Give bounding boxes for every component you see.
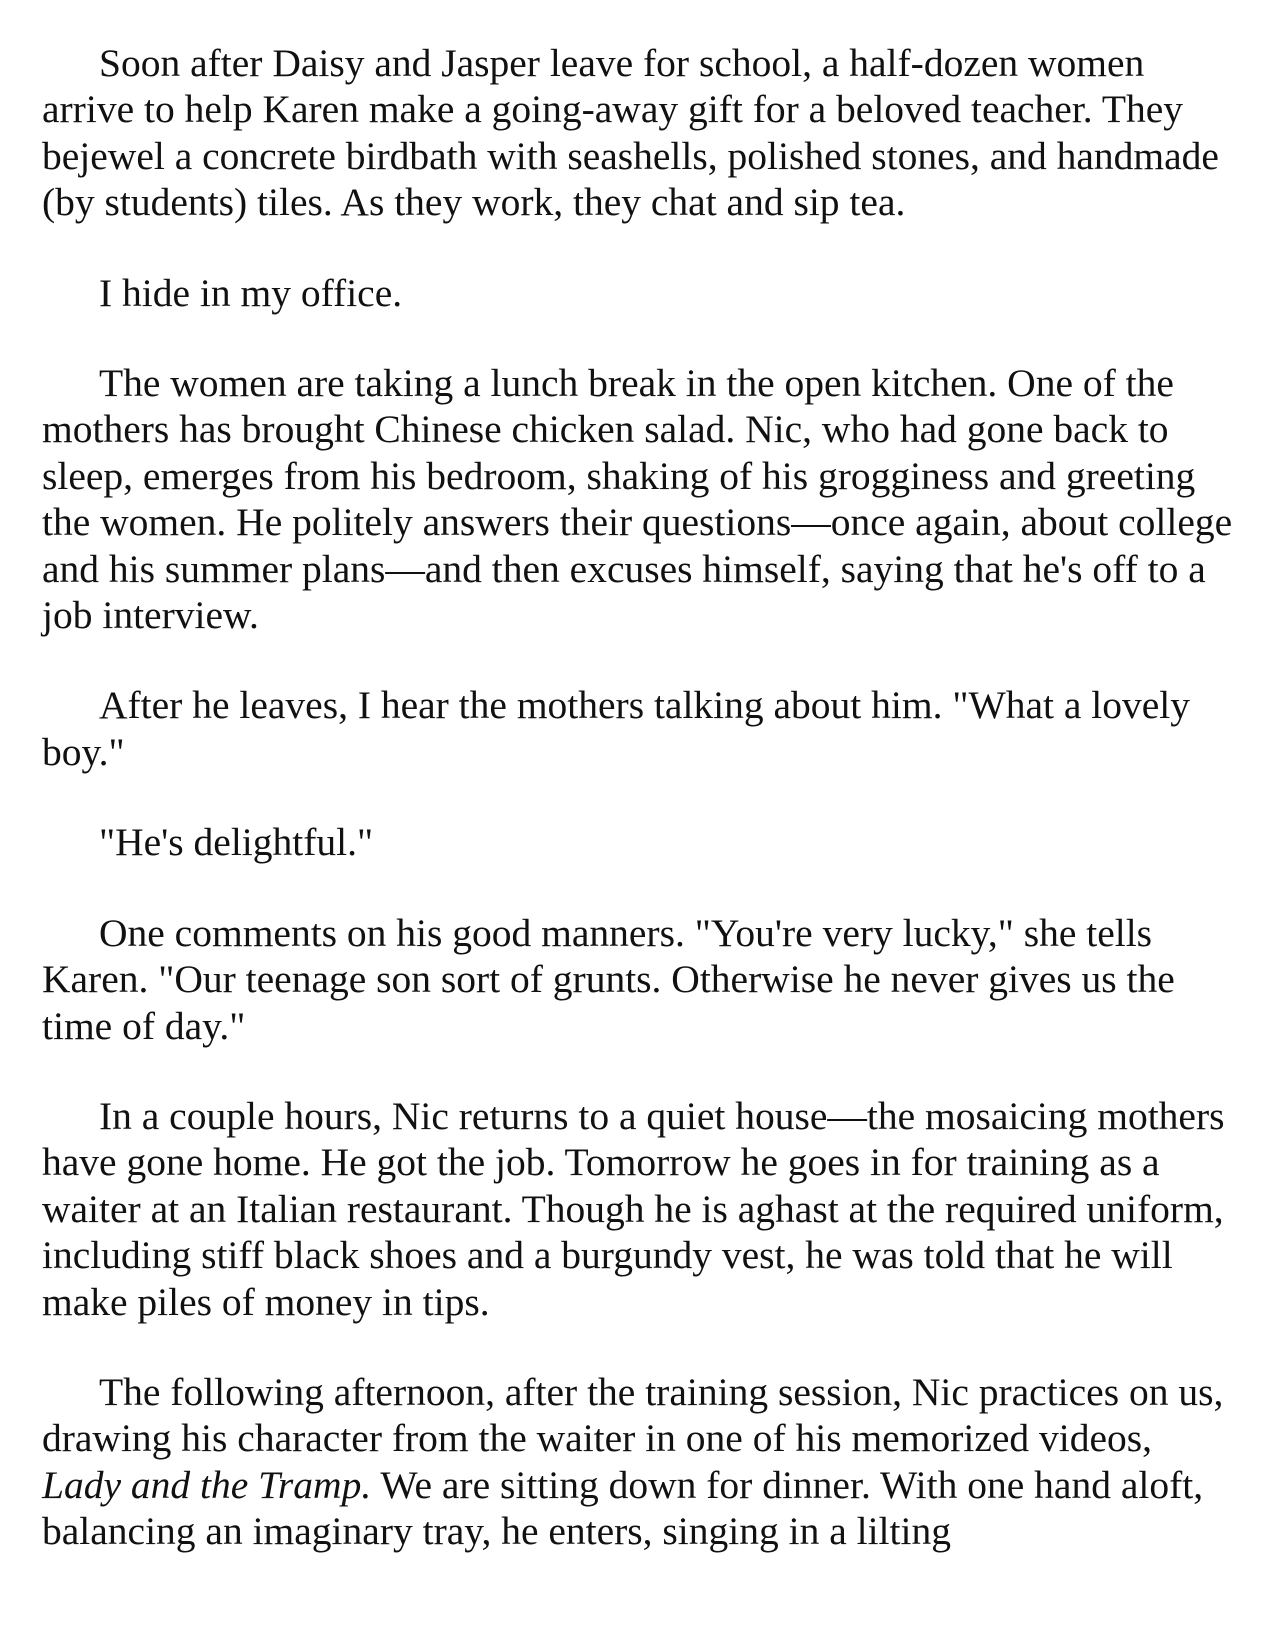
paragraph-6: One comments on his good manners. "You're very lucky," she tells Karen. "Our teenage son sort of grunts. Otherwise he never gives us the time of day." [42, 910, 1175, 1048]
paragraph-2: I hide in my office. [99, 270, 403, 315]
paragraph-5: "He's delightful." [99, 820, 374, 865]
paragraph-4: After he leaves, I hear the mothers talking about him. "What a lovely boy." [42, 683, 1191, 774]
paragraph-1: Soon after Daisy and Jasper leave for school, a half-dozen women arrive to help Karen make a going-away gift for a beloved teacher. They bejewel a concrete birdbath with seashells, polished stones, and handmade (by students) tiles. As they work, they chat and sip tea. [42, 41, 1219, 225]
italic-title: Lady and the Tramp. [42, 1462, 372, 1507]
paragraph-7: In a couple hours, Nic returns to a quiet house—the mosaicing mothers have gone home. He got the job. Tomorrow he goes in for training as a waiter at an Italian restaurant. Though he is aghast at the required uniform, including stiff black shoes and a burgundy vest, he was told that he will make piles of money in tips. [42, 1093, 1225, 1324]
paragraph-8 [42, 1369, 1237, 1555]
document-page [42, 40, 1237, 1555]
paragraph-3: The women are taking a lunch break in the open kitchen. One of the mothers has brought Chinese chicken salad. Nic, who had gone back to sleep, emerges from his bedroom, shaking of his grogginess and greeting the women. He politely answers their questions—once again, about college and his summer plans—and then excuses himself, saying that he's off to a job interview. [42, 361, 1233, 638]
paragraph-8-text-before: The following afternoon, after the training session, Nic practices on us, drawing his character from the waiter in one of his memorized videos, [42, 1369, 1224, 1461]
paragraph-8-text-after: We are sitting down for dinner. With one hand aloft, balancing an imaginary tray, he enters, singing in a lilting [42, 1462, 1204, 1554]
